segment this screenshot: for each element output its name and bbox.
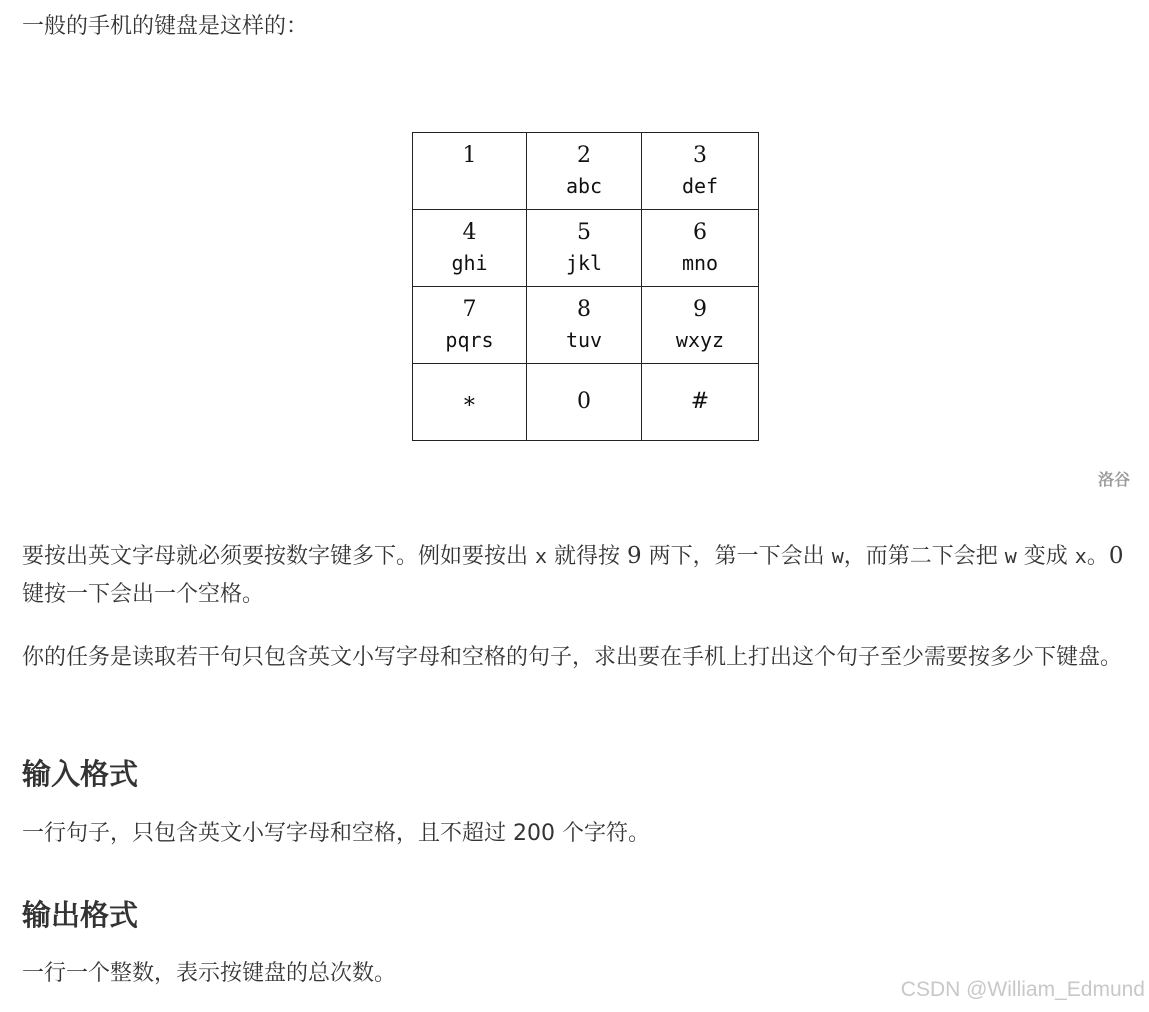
key-letters: abc (565, 174, 603, 198)
key-letters: mno (681, 251, 719, 275)
text-segment: 要按出英文字母就必须要按数字键多下。例如要按出 (22, 544, 535, 569)
code-x: x (1074, 544, 1087, 568)
code-x: x (535, 544, 548, 568)
key-digit: 7 (462, 297, 477, 322)
key-8 (527, 287, 642, 364)
text-segment: 变成 (1016, 544, 1075, 569)
key-digit: 4 (462, 220, 477, 245)
key-digit: 3 (693, 143, 707, 168)
key-digit: # (690, 389, 710, 414)
output-format-text: 一行一个整数，表示按键盘的总次数。 (22, 961, 397, 986)
key-digit: 1 (462, 143, 477, 168)
key-star (413, 364, 527, 441)
text-segment: 就得按 (547, 544, 628, 569)
code-w: w (831, 544, 844, 568)
key-digit: 6 (693, 220, 707, 245)
key-digit: 5 (577, 220, 591, 245)
description-paragraph-1 (22, 537, 1137, 614)
key-letters: wxyz (675, 328, 725, 352)
key-letters: tuv (565, 328, 603, 352)
key-digit: 8 (577, 297, 591, 322)
keypad-row (413, 133, 759, 210)
keypad-row (413, 287, 759, 364)
key-letters: def (681, 174, 719, 198)
description-paragraph-2: 你的任务是读取若干句只包含英文小写字母和空格的句子，求出要在手机上打出这个句子至少需要按多少下键盘。 (22, 645, 1123, 670)
key-letters: ghi (451, 251, 488, 275)
key-digit: 2 (577, 143, 591, 168)
math-9: 9 (627, 543, 642, 569)
image-source-label: 洛谷 (1097, 470, 1130, 489)
key-digit: 0 (577, 389, 591, 414)
keypad-row (413, 210, 759, 287)
keypad-table (412, 132, 759, 441)
key-9 (642, 287, 759, 364)
key-hash (642, 364, 759, 441)
input-format-heading: 输入格式 (22, 757, 139, 791)
intro-text: 一般的手机的键盘是这样的： (22, 14, 309, 39)
code-w: w (1004, 544, 1017, 568)
text-segment: 。 (1086, 544, 1109, 569)
input-format-text: 一行句子，只包含英文小写字母和空格，且不超过 200 个字符。 (22, 821, 650, 846)
key-digit: 9 (693, 297, 707, 322)
key-5 (527, 210, 642, 287)
key-letters: jkl (565, 251, 603, 275)
keypad-row (413, 364, 759, 441)
key-letters (413, 171, 526, 201)
keypad-figure (412, 132, 758, 440)
text-segment: 键按一下会出一个空格。 (22, 582, 265, 607)
key-2 (527, 133, 642, 210)
key-4 (413, 210, 527, 287)
key-7 (413, 287, 527, 364)
key-letters: pqrs (445, 328, 494, 352)
key-digit: ∗ (462, 389, 477, 414)
math-0: 0 (1108, 543, 1124, 569)
key-0 (527, 364, 642, 441)
text-segment: ，而第二下会把 (843, 544, 1005, 569)
text-segment: 两下，第一下会出 (641, 544, 832, 569)
key-1 (413, 133, 527, 210)
csdn-watermark: CSDN @William_Edmund (900, 978, 1145, 1001)
key-3 (642, 133, 759, 210)
key-6 (642, 210, 759, 287)
output-format-heading: 输出格式 (22, 898, 139, 932)
